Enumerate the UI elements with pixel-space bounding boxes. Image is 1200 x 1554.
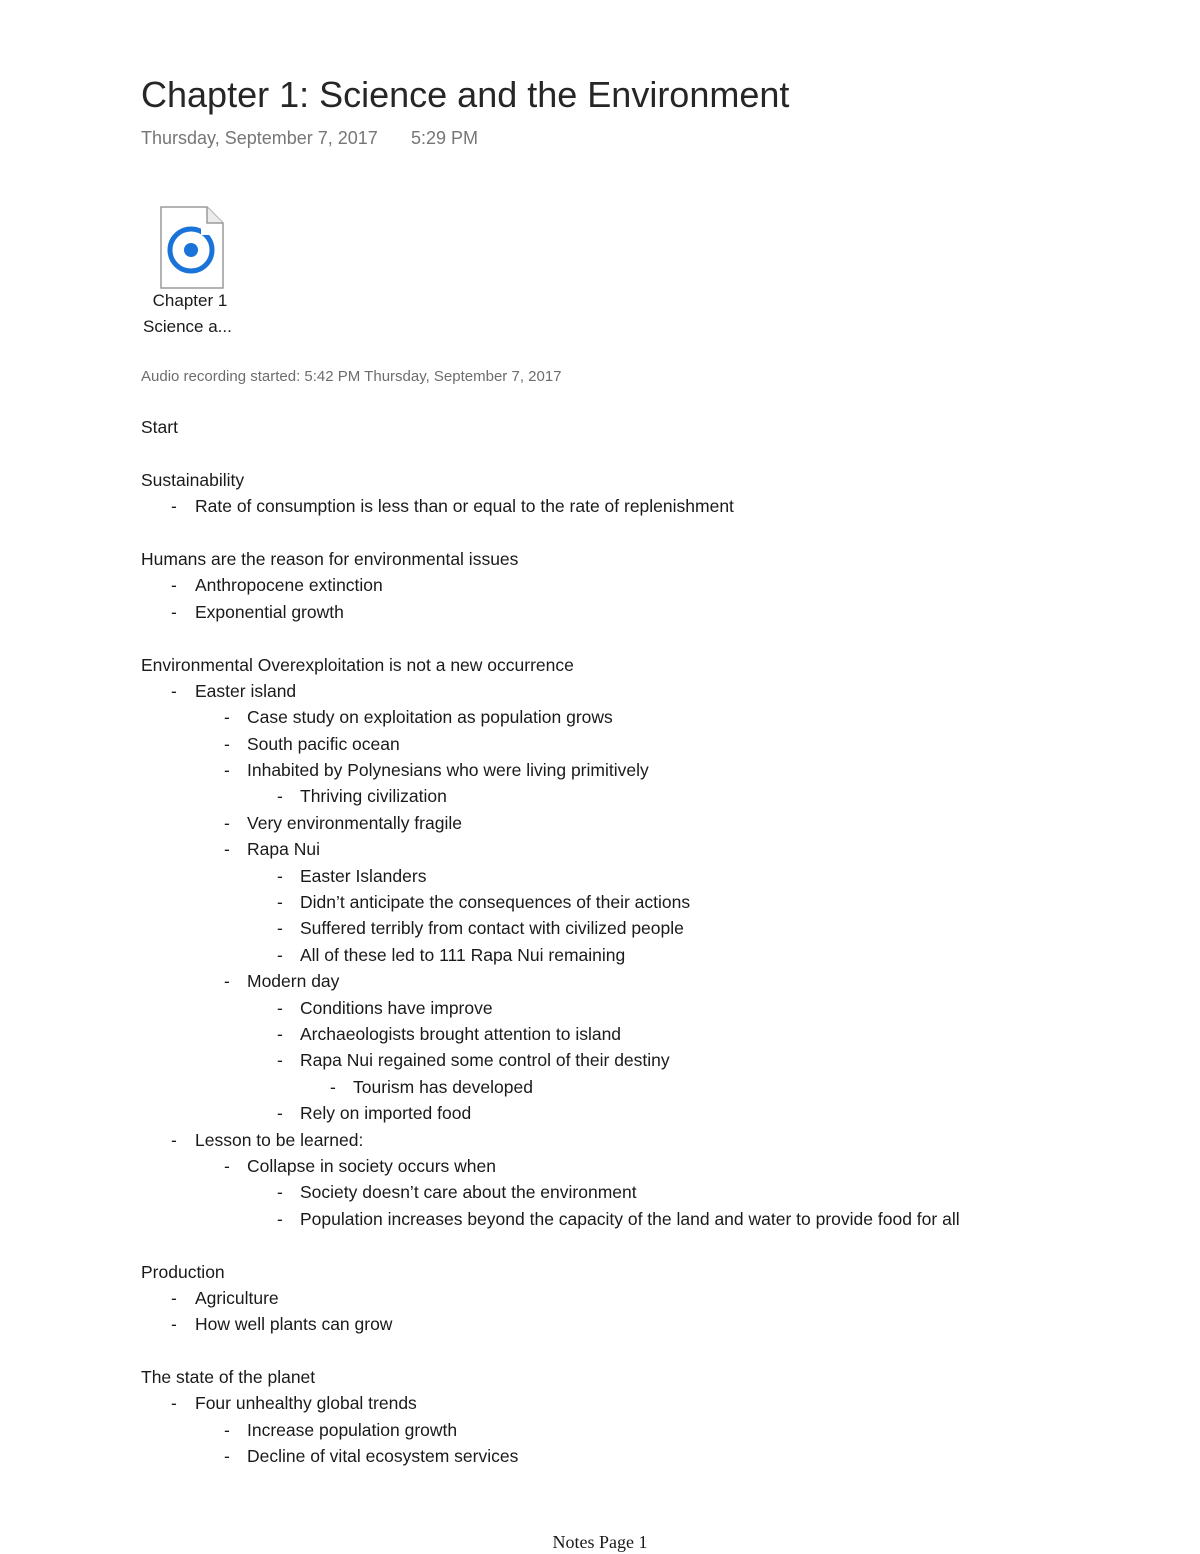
note-heading-text: The state of the planet [141, 1367, 316, 1388]
list-item-text: Decline of vital ecosystem services [247, 1446, 519, 1467]
list-item [141, 942, 1141, 968]
list-item [141, 1021, 1141, 1047]
list-item [141, 1100, 1141, 1126]
dash-bullet-icon: - [224, 1419, 230, 1440]
attachment-name-line-1: Chapter 1 [152, 291, 228, 310]
list-item [141, 1153, 1141, 1179]
list-item [141, 757, 1141, 783]
list-item [141, 968, 1141, 994]
dash-bullet-icon: - [171, 496, 177, 517]
dash-bullet-icon: - [277, 1208, 283, 1229]
note-heading-text: Humans are the reason for environmental issues [141, 548, 519, 569]
list-item-text: Rapa Nui regained some control of their destiny [300, 1050, 670, 1071]
list-item-text: Thriving civilization [300, 786, 447, 807]
notes-outline [141, 414, 1141, 1470]
blank-line [141, 520, 1141, 546]
dash-bullet-icon: - [277, 918, 283, 939]
list-item [141, 1311, 1141, 1337]
blank-line [141, 625, 1141, 651]
list-item-text: Four unhealthy global trends [195, 1393, 417, 1414]
dash-bullet-icon: - [277, 1050, 283, 1071]
list-item-text: Very environmentally fragile [247, 812, 462, 833]
note-heading [141, 414, 1141, 440]
attachment-name-line-2: Science a... [143, 317, 232, 336]
list-item-text: Exponential growth [195, 601, 344, 622]
note-heading-text: Environmental Overexploitation is not a new occurrence [141, 654, 574, 675]
dash-bullet-icon: - [224, 1446, 230, 1467]
list-item [141, 995, 1141, 1021]
list-item [141, 1417, 1141, 1443]
audio-recording-note: Audio recording started: 5:42 PM Thursday, September 7, 2017 [141, 368, 562, 385]
list-item [141, 863, 1141, 889]
list-item [141, 836, 1141, 862]
dash-bullet-icon: - [171, 1393, 177, 1414]
list-item-text: Didn’t anticipate the consequences of their actions [300, 892, 691, 913]
dash-bullet-icon: - [171, 1129, 177, 1150]
dash-bullet-icon: - [224, 971, 230, 992]
dash-bullet-icon: - [171, 601, 177, 622]
list-item-text: All of these led to 111 Rapa Nui remaining [300, 944, 626, 965]
dash-bullet-icon: - [277, 786, 283, 807]
list-item [141, 572, 1141, 598]
list-item [141, 1285, 1141, 1311]
list-item-text: Society doesn’t care about the environment [300, 1182, 637, 1203]
list-item-text: Rapa Nui [247, 839, 320, 860]
dash-bullet-icon: - [277, 997, 283, 1018]
list-item-text: South pacific ocean [247, 733, 400, 754]
dash-bullet-icon: - [277, 1023, 283, 1044]
dash-bullet-icon: - [330, 1076, 336, 1097]
dash-bullet-icon: - [277, 1182, 283, 1203]
list-item-text: Case study on exploitation as population grows [247, 707, 613, 728]
page-title: Chapter 1: Science and the Environment [141, 74, 790, 115]
note-heading-text: Sustainability [141, 469, 245, 490]
note-heading [141, 467, 1141, 493]
list-item-text: Modern day [247, 971, 340, 992]
dash-bullet-icon: - [224, 707, 230, 728]
audio-file-icon[interactable] [157, 204, 225, 290]
list-item-text: Easter Islanders [300, 865, 427, 886]
dash-bullet-icon: - [224, 760, 230, 781]
dash-bullet-icon: - [277, 944, 283, 965]
list-item [141, 1206, 1141, 1232]
note-heading-text: Production [141, 1261, 225, 1282]
list-item-text: Archaeologists brought attention to island [300, 1023, 622, 1044]
dash-bullet-icon: - [171, 680, 177, 701]
list-item [141, 1390, 1141, 1416]
list-item [141, 678, 1141, 704]
list-item [141, 1074, 1141, 1100]
list-item-text: Agriculture [195, 1287, 279, 1308]
list-item [141, 731, 1141, 757]
list-item [141, 889, 1141, 915]
dash-bullet-icon: - [224, 1155, 230, 1176]
list-item-text: Tourism has developed [353, 1076, 533, 1097]
list-item-text: Conditions have improve [300, 997, 493, 1018]
page-date: Thursday, September 7, 2017 [141, 128, 378, 148]
dash-bullet-icon: - [224, 839, 230, 860]
list-item-text: Collapse in society occurs when [247, 1155, 497, 1176]
list-item [141, 783, 1141, 809]
list-item-text: Rate of consumption is less than or equal to the rate of replenishment [195, 496, 734, 517]
list-item [141, 915, 1141, 941]
dash-bullet-icon: - [224, 812, 230, 833]
dash-bullet-icon: - [277, 1103, 283, 1124]
list-item [141, 1047, 1141, 1073]
dash-bullet-icon: - [224, 733, 230, 754]
note-heading [141, 546, 1141, 572]
note-heading [141, 1259, 1141, 1285]
list-item-text: How well plants can grow [195, 1314, 393, 1335]
list-item [141, 493, 1141, 519]
list-item [141, 1443, 1141, 1469]
list-item-text: Anthropocene extinction [195, 575, 383, 596]
blank-line [141, 440, 1141, 466]
note-heading [141, 652, 1141, 678]
blank-line [141, 1338, 1141, 1364]
page-footer: Notes Page 1 [552, 1532, 648, 1552]
blank-line [141, 1232, 1141, 1258]
dash-bullet-icon: - [277, 865, 283, 886]
list-item-text: Population increases beyond the capacity of the land and water to provide food for all [300, 1208, 960, 1229]
dash-bullet-icon: - [277, 892, 283, 913]
note-heading [141, 1364, 1141, 1390]
dash-bullet-icon: - [171, 575, 177, 596]
list-item [141, 704, 1141, 730]
list-item [141, 1127, 1141, 1153]
list-item-text: Suffered terribly from contact with civilized people [300, 918, 684, 939]
list-item [141, 1179, 1141, 1205]
list-item [141, 810, 1141, 836]
note-heading-text: Start [141, 417, 178, 437]
page-time: 5:29 PM [411, 128, 479, 148]
list-item-text: Rely on imported food [300, 1103, 472, 1124]
list-item [141, 599, 1141, 625]
dash-bullet-icon: - [171, 1287, 177, 1308]
list-item-text: Increase population growth [247, 1419, 458, 1440]
list-item-text: Inhabited by Polynesians who were living primitively [247, 760, 649, 781]
dash-bullet-icon: - [171, 1314, 177, 1335]
list-item-text: Lesson to be learned: [195, 1129, 364, 1150]
list-item-text: Easter island [195, 680, 297, 701]
